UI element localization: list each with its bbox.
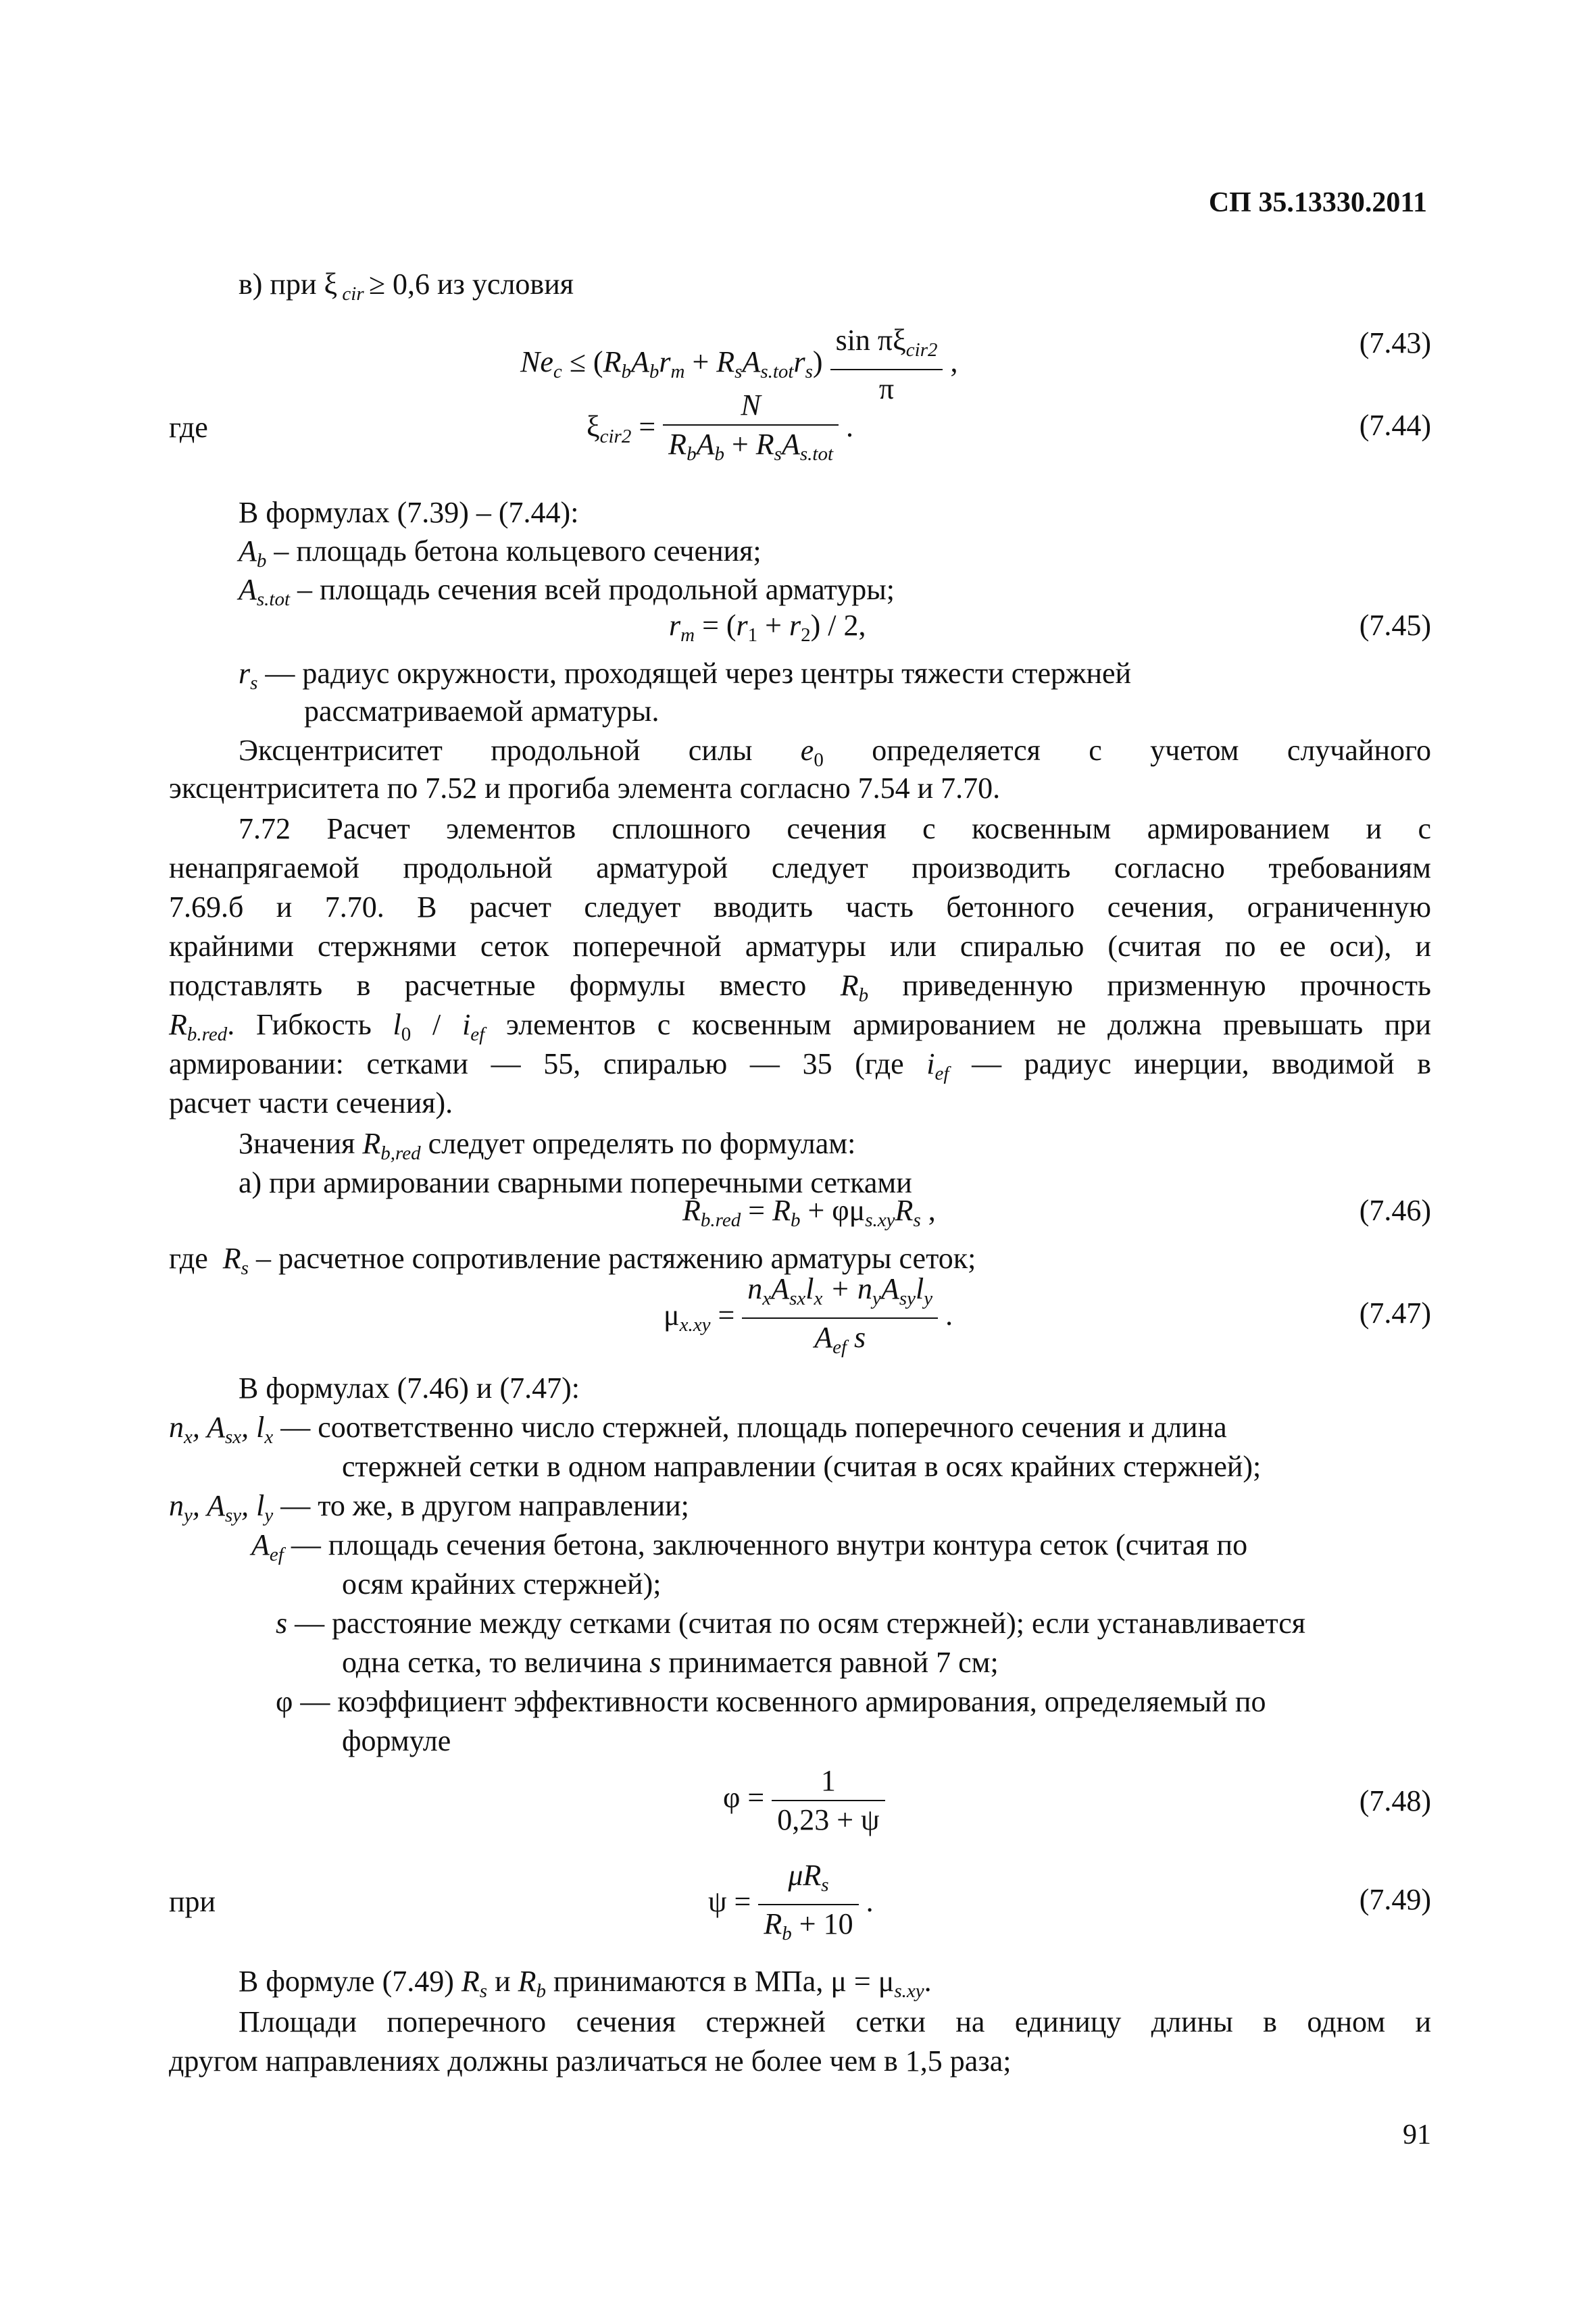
rs-definition: $r_s$ — радиус окружности, проходящей через центры тяжести стержней xyxy=(239,657,1132,694)
formula-7-46: $R_{b.red} = R_b + \varphi\mu_{s.xy}R_s$ , xyxy=(682,1194,936,1231)
formula-7-43: $Ne_c \le (R_bA_br_m + R_sA_{s.tot}r_s)$ $\frac{\sin \pi\xi_{cir2}}{\pi}$ , xyxy=(520,322,957,408)
pri-label: при xyxy=(169,1885,216,1918)
s-definition: s — расстояние между сетками (считая по осям стержней); если устанавливается xyxy=(276,1607,1305,1640)
s-definition-cont: одна сетка, то величина s принимается равной 7 см; xyxy=(342,1646,999,1679)
formulas2-heading: В формулах (7.46) и (7.47): xyxy=(239,1372,580,1405)
last-paragraph-line1: Площади поперечного сечения стержней сетки на единицу длины в одном и xyxy=(239,2005,1431,2038)
phi-definition-cont: формуле xyxy=(342,1724,451,1757)
eq-number-7-49: (7.49) xyxy=(1359,1883,1431,1916)
eccentricity-line-cont: эксцентриситета по 7.52 и прогиба элемента согласно 7.54 и 7.70. xyxy=(169,772,1001,805)
para-7-72-line7: армировании: сетками — 55, спиралью — 35 (где $i_{ef}$ — радиус инерции, вводимой в xyxy=(169,1047,1431,1084)
para-7-72-line8: расчет части сечения). xyxy=(169,1086,453,1120)
phi-definition: φ — коэффициент эффективности косвенного армирования, определяемый по xyxy=(276,1685,1266,1718)
ny-definition: $n_y$, $A_{sy}$, $l_y$ — то же, в другом направлении; xyxy=(169,1489,689,1526)
rs-calc-line: где $R_s$ – расчетное сопротивление растяжению арматуры сеток; xyxy=(169,1242,976,1279)
formula-7-44: $\xi_{cir2}$ = $\frac{N}{R_bA_b + R_sA_{s.tot}}$ . xyxy=(587,386,853,473)
eq-number-7-44: (7.44) xyxy=(1359,409,1431,442)
para-7-72-line6: $R_{b.red}$. Гибкость $l_0 / i_{ef}$ элементов с косвенным армированием не должна превышать при xyxy=(169,1008,1432,1045)
para-7-72-line5: подставлять в расчетные формулы вместо $R_b$ приведенную призменную прочность xyxy=(169,969,1431,1006)
formula-7-45: $r_m = (r_1 + r_2) / 2$, xyxy=(669,609,866,646)
eq-number-7-45: (7.45) xyxy=(1359,609,1431,642)
item-a: а) при армировании сварными поперечными сетками xyxy=(239,1166,912,1199)
condition-line: в) при ξ $_{cir}$ ≥ 0,6 из условия xyxy=(239,268,574,305)
values-line: Значения $R_{b,red}$ следует определять по формулам: xyxy=(239,1127,856,1164)
para-7-72-line2: ненапрягаемой продольной арматурой следует производить согласно требованиям xyxy=(169,851,1431,884)
eq-number-7-43: (7.43) xyxy=(1359,326,1431,359)
where-label: где xyxy=(169,411,208,444)
nx-definition: $n_x$, $A_{sx}$, $l_x$ — соответственно число стержней, площадь поперечного сечения и длина xyxy=(169,1411,1227,1448)
formulas-heading: В формулах (7.39) – (7.44): xyxy=(239,496,579,529)
aef-definition: $A_{ef}$ — площадь сечения бетона, заключенного внутри контура сеток (считая по xyxy=(251,1528,1248,1565)
para-7-72-line1: 7.72 Расчет элементов сплошного сечения с косвенным армированием и с xyxy=(239,812,1431,845)
last-paragraph-line2: другом направлениях должны различаться не более чем в 1,5 раза; xyxy=(169,2044,1012,2078)
eq-number-7-47: (7.47) xyxy=(1359,1297,1431,1330)
ab-definition: $A_b$ – площадь бетона кольцевого сечения; xyxy=(239,534,762,572)
formula-7-49: ψ = $\frac{\mu R_s}{R_b + 10}$ . xyxy=(708,1857,874,1953)
para-7-72-line3: 7.69.б и 7.70. В расчет следует вводить часть бетонного сечения, ограниченную xyxy=(169,890,1431,924)
eccentricity-line: Эксцентриситет продольной силы $e_0$ определяется с учетом случайного xyxy=(239,734,1432,771)
document-header: СП 35.13330.2011 xyxy=(1208,187,1427,218)
formula-7-48: φ = $\frac{1}{0,23 + \psi}$ xyxy=(723,1762,885,1839)
para-7-72-line4: крайними стержнями сеток поперечной арматуры или спиралью (считая по ее оси), и xyxy=(169,930,1431,963)
eq-number-7-46: (7.46) xyxy=(1359,1194,1431,1227)
astot-definition: $A_{s.tot}$ – площадь сечения всей продольной арматуры; xyxy=(239,573,895,610)
formula-7-47: $\mu_{x.xy}$ = $\frac{n_xA_{sx}l_x + n_yA_{sy}l_y}{A_{ef} s}$ . xyxy=(664,1270,953,1366)
eq-number-7-48: (7.48) xyxy=(1359,1784,1431,1817)
page-number: 91 xyxy=(1403,2119,1431,2150)
units-line: В формуле (7.49) $R_s$ и $R_b$ принимаются в МПа, $\mu = \mu_{s.xy}$. xyxy=(239,1965,932,2002)
rs-definition-cont: рассматриваемой арматуры. xyxy=(304,695,659,728)
nx-definition-cont: стержней сетки в одном направлении (считая в осях крайних стержней); xyxy=(342,1450,1262,1483)
aef-definition-cont: осям крайних стержней); xyxy=(342,1567,662,1601)
